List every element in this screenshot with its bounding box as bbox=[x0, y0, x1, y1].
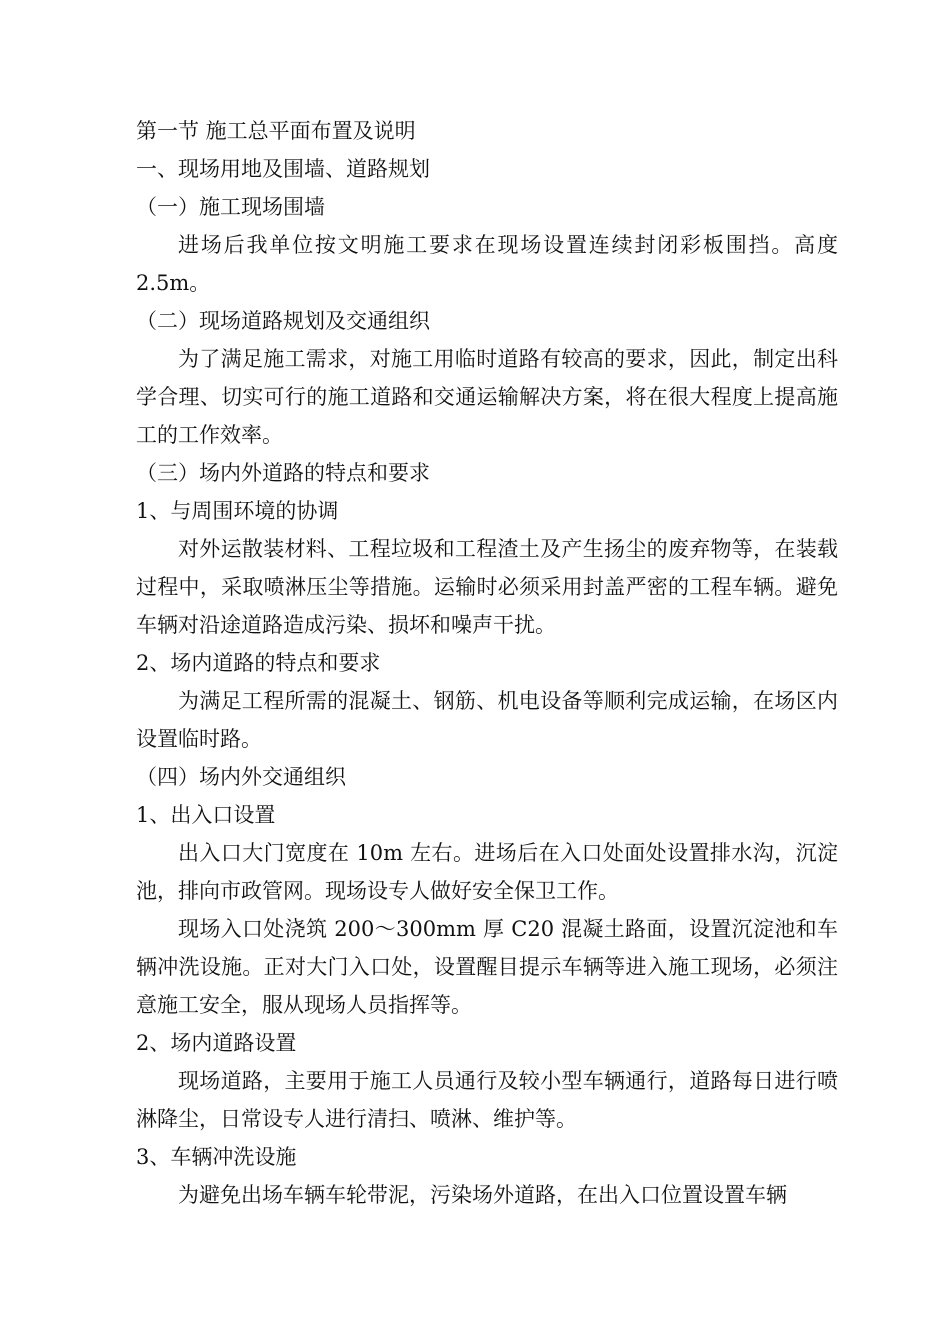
heading-3-entrance: 1、出入口设置 bbox=[136, 803, 276, 827]
paragraph-vehicle-wash: 为避免出场车辆车轮带泥，污染场外道路，在出入口位置设置车辆 bbox=[178, 1183, 787, 1207]
paragraph-entrance-paving: 现场入口处浇筑 200～300mm 厚 C20 混凝土路面，设置沉淀池和车辆冲洗设施。正对大门入口处，设置醒目提示车辆等进入施工现场，必须注意施工安全，服从现场人员指挥等。 bbox=[136, 917, 838, 1017]
paragraph-entrance: 出入口大门宽度在 10m 左右。进场后在入口处面处设置排水沟，沉淀池，排向市政管网。现场设专人做好安全保卫工作。 bbox=[136, 841, 838, 903]
document-page bbox=[136, 112, 838, 1214]
heading-2-road-planning: （二）现场道路规划及交通组织 bbox=[136, 309, 430, 333]
paragraph-road-planning: 为了满足施工需求，对施工用临时道路有较高的要求，因此，制定出科学合理、切实可行的施工道路和交通运输解决方案，将在很大程度上提高施工的工作效率。 bbox=[136, 347, 838, 447]
heading-3-vehicle-wash: 3、车辆冲洗设施 bbox=[136, 1145, 297, 1169]
heading-2-traffic: （四）场内外交通组织 bbox=[136, 765, 346, 789]
heading-3-internal-roads: 2、场内道路的特点和要求 bbox=[136, 651, 381, 675]
heading-3-road-setup: 2、场内道路设置 bbox=[136, 1031, 297, 1055]
heading-3-environment: 1、与周围环境的协调 bbox=[136, 499, 339, 523]
heading-2-fence: （一）施工现场围墙 bbox=[136, 195, 325, 219]
paragraph-fence: 进场后我单位按文明施工要求在现场设置连续封闭彩板围挡。高度2.5m。 bbox=[136, 233, 838, 295]
paragraph-internal-roads: 为满足工程所需的混凝土、钢筋、机电设备等顺利完成运输，在场区内设置临时路。 bbox=[136, 689, 838, 751]
heading-1: 一、现场用地及围墙、道路规划 bbox=[136, 157, 430, 181]
heading-2-road-features: （三）场内外道路的特点和要求 bbox=[136, 461, 430, 485]
paragraph-environment: 对外运散装材料、工程垃圾和工程渣土及产生扬尘的废弃物等，在装载过程中，采取喷淋压尘等措施。运输时必须采用封盖严密的工程车辆。避免车辆对沿途道路造成污染、损坏和噪声干扰。 bbox=[136, 537, 838, 637]
paragraph-road-setup: 现场道路，主要用于施工人员通行及较小型车辆通行，道路每日进行喷淋降尘，日常设专人进行清扫、喷淋、维护等。 bbox=[136, 1069, 838, 1131]
section-title: 第一节 施工总平面布置及说明 bbox=[136, 119, 416, 143]
